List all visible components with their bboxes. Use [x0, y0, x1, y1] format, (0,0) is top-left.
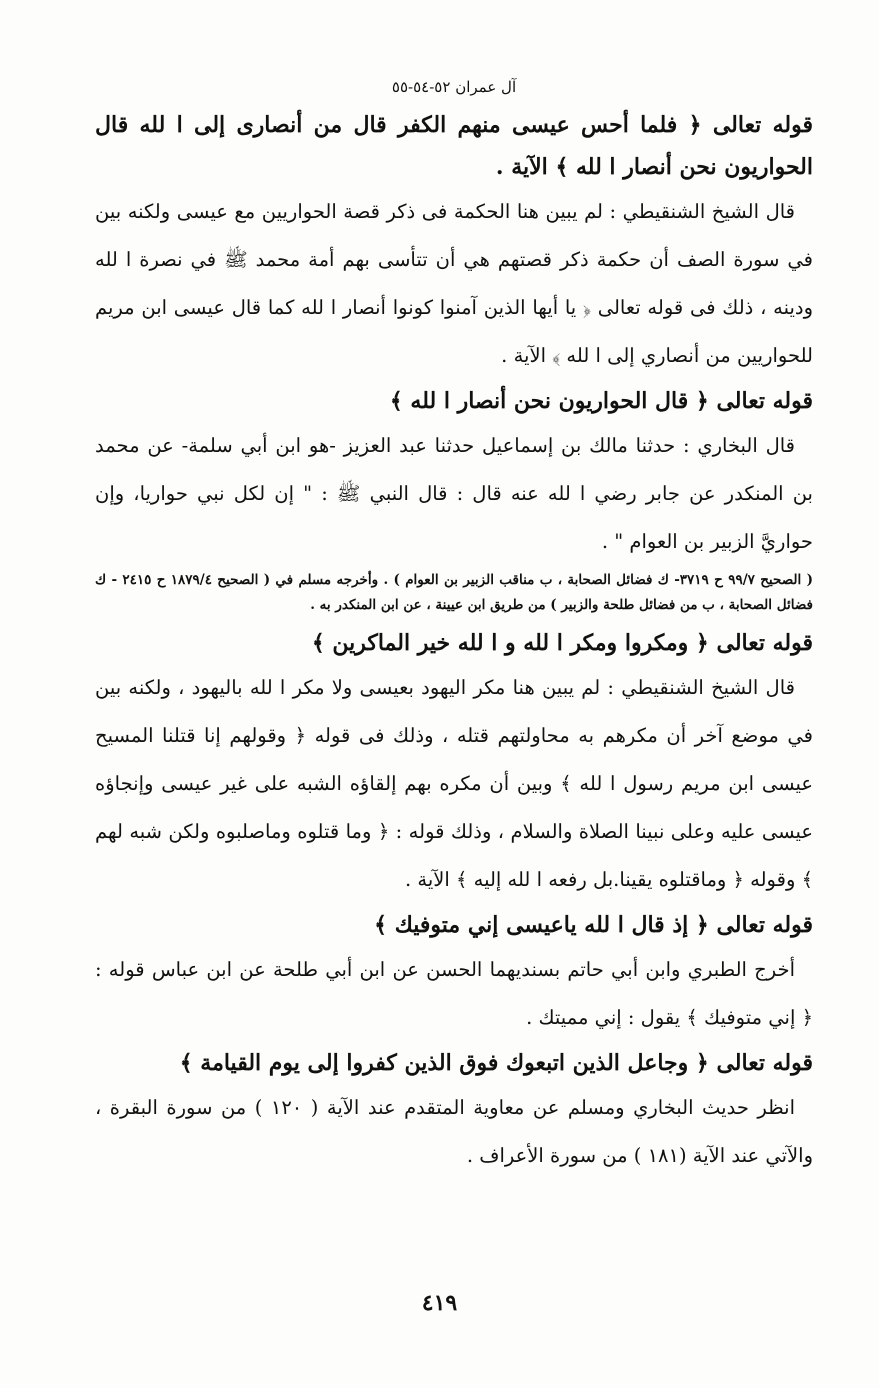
page-number: ٤١٩ — [421, 1290, 458, 1316]
verse-heading: قوله تعالى ﴿ إذ قال ا لله ياعيسى إني متوفيك ﴾ — [374, 912, 813, 938]
reference-paragraph: انظر حديث البخاري ومسلم عن معاوية المتقدم عند الآية ( ١٢٠ ) من سورة البقرة ، والآتي عند الآية (١٨١ ) من سورة الأعراف . — [95, 1096, 813, 1167]
commentary-paragraph: قال الشيخ الشنقيطي : لم يبين هنا مكر اليهود بعيسى ولا مكر ا لله باليهود ، ولكنه بين في موضع آخر أن مكرهم به محاولتهم قتله ، وذلك فى قوله ﴿ وقولهم إنا قتلنا المسيح عيسى ابن مريم رسول ا لله ﴾ وبين أن مكره بهم إلقاؤه الشبه على غير عيسى وإنجاؤه عيسى عليه وعلى نبينا الصلاة والسلام ، وذلك قوله : ﴿ وما قتلوه وماصلبوه ولكن شبه لهم ﴾ وقوله ﴿ وماقتلوه يقينا.بل رفعه ا لله إليه ﴾ الآية . — [95, 676, 813, 891]
page-body — [95, 78, 813, 1180]
verse-heading: قوله تعالى ﴿ فلما أحس عيسى منهم الكفر قال من أنصارى إلى ا لله قال الحواريون نحن أنصار ا لله ﴾ الآية . — [95, 112, 813, 180]
verse-heading: قوله تعالى ﴿ قال الحواريون نحن أنصار ا لله ﴾ — [389, 388, 813, 414]
narration-paragraph: أخرج الطبري وابن أبي حاتم بسنديهما الحسن عن ابن أبي طلحة عن ابن عباس قوله : ﴿ إني متوفيك ﴾ يقول : إني مميتك . — [95, 958, 813, 1029]
verse-heading: قوله تعالى ﴿ وجاعل الذين اتبعوك فوق الذين كفروا إلى يوم القيامة ﴾ — [179, 1050, 813, 1076]
commentary-paragraph: قال الشيخ الشنقيطي : لم يبين هنا الحكمة فى ذكر قصة الحواريين مع عيسى ولكنه بين في سورة الصف أن حكمة ذكر قصتهم هي أن تتأسى بهم أمة محمد ﷺ في نصرة ا لله ودينه ، ذلك فى قوله تعالى ﴿ يا أيها الذين آمنوا كونوا أنصار ا لله كما قال عيسى ابن مريم للحواريين من أنصاري إلى ا لله ﴾ الآية . — [95, 200, 813, 367]
verse-heading: قوله تعالى ﴿ ومكروا ومكر ا لله و ا لله خير الماكرين ﴾ — [311, 630, 813, 656]
hadith-paragraph: قال البخاري : حدثنا مالك بن إسماعيل حدثنا عبد العزيز -هو ابن أبي سلمة- عن محمد بن المنكدر عن جابر رضي ا لله عنه قال : قال النبي ﷺ : " إن لكل نبي حواريا، وإن حواريَّ الزبير بن العوام " . — [95, 434, 813, 553]
running-header: آل عمران ٥٢-٥٤-٥٥ — [391, 78, 517, 96]
citation-note: ( الصحيح ٩٩/٧ ح ٣٧١٩- ك فضائل الصحابة ، ب مناقب الزبير بن العوام ) . وأخرجه مسلم في ( الصحيح ١٨٧٩/٤ ح ٢٤١٥ - ك فضائل الصحابة ، ب من فضائل طلحة والزبير ) من طريق ابن عيينة ، عن ابن المنكدر به . — [95, 572, 813, 613]
